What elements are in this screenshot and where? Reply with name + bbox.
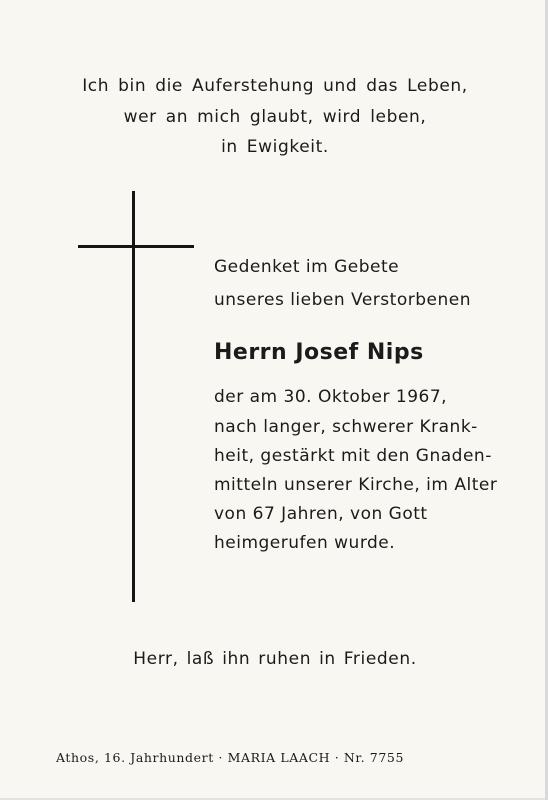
closing-prayer: Herr, laß ihn ruhen in Frieden.: [133, 649, 417, 669]
cross-horizontal-beam: [78, 245, 194, 248]
body-line-5: von 67 Jahren, von Gott: [214, 504, 428, 524]
intro-line-2: unseres lieben Verstorbenen: [214, 290, 471, 310]
cross-vertical-beam: [132, 191, 135, 602]
deceased-name: Herrn Josef Nips: [214, 340, 424, 365]
body-line-1: der am 30. Oktober 1967,: [214, 387, 448, 407]
body-line-6: heimgerufen wurde.: [214, 533, 396, 553]
verse-line-3: in Ewigkeit.: [221, 137, 329, 157]
verse-line-1: Ich bin die Auferstehung und das Leben,: [82, 76, 468, 96]
imprint-line: Athos, 16. Jahrhundert · MARIA LAACH · Nr. 7755: [56, 750, 404, 765]
body-line-4: mitteln unserer Kirche, im Alter: [214, 475, 498, 495]
intro-line-1: Gedenket im Gebete: [214, 257, 400, 277]
body-line-3: heit, gestärkt mit den Gnaden-: [214, 446, 492, 466]
body-line-2: nach langer, schwerer Krank-: [214, 417, 478, 437]
verse-line-2: wer an mich glaubt, wird leben,: [123, 107, 427, 127]
